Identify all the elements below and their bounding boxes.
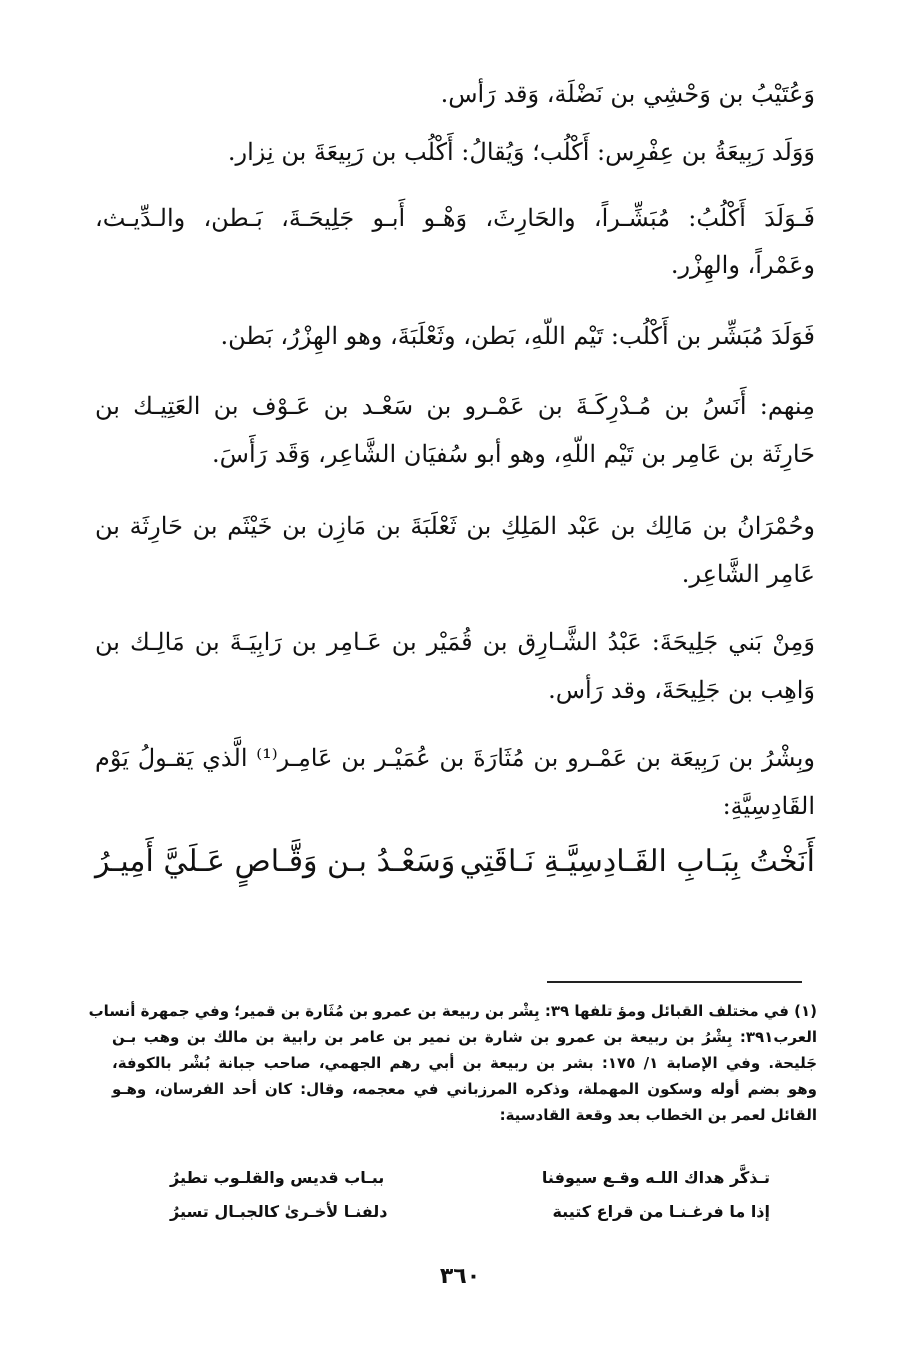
text-line: القَادِسِيَّةِ:: [722, 792, 815, 820]
poem-verse: [95, 838, 815, 886]
footnote-line: (١) في مختلف القبائل ومؤ تلفها ٣٩: بِشْر بن ربيعة بن عمرو بن مُثَارة بن قمير؛ وفي جمهرة أنساب: [88, 1002, 817, 1020]
verse-second-hemistich: ببـاب قديس والقلـوب تطيرُ: [170, 1168, 385, 1187]
page-number: ٣٦٠: [439, 1264, 481, 1289]
text-line: عَامِر الشَّاعِر.: [681, 560, 815, 588]
text-line: وَوَلَد رَبِيعَةُ بن عِفْرِس: أَكْلُب؛ وَيُقالُ: أَكْلُب بن رَبِيعَةَ بن نِزار.: [227, 138, 815, 166]
verse-second-hemistich: دلفنـا لأخـرىٰ كالجبـال تسيرُ: [170, 1202, 388, 1221]
footnote-verse: [170, 1164, 770, 1192]
text-line: وَمِنْ بَني جَلِيحَةَ: عَبْدُ الشَّـارِق بن قُمَيْر بن عَـامِر بن رَابِيَـةَ بن مَالِـك بن: [95, 628, 815, 656]
text-line: وبِشْرُ بن رَبِيعَة بن عَمْـرو بن مُثَارَةَ بن عُمَيْـر بن عَامِـر⁽¹⁾ الَّذي يَقـولُ يَوْم: [95, 744, 815, 772]
text-line: حَارِثَة بن عَامِر بن تَيْم اللّهِ، وهو أبو سُفيَان الشَّاعِر، وَقَد رَأَسَ.: [212, 440, 815, 468]
text-line: وَعُتَيْبُ بن وَحْشِي بن نَضْلَة، وَقد رَأس.: [440, 80, 815, 108]
verse-first-hemistich: أَنَخْتُ بِبَـابِ القَـادِسِيَّـةِ نَـاقَتِي: [459, 844, 815, 879]
text-line: وحُمْرَانُ بن مَالِك بن عَبْد المَلِكِ بن ثَعْلَبَةَ بن مَازِن بن خَيْثَم بن حَارِثَة بن: [95, 512, 815, 540]
verse-first-hemistich: إذا ما فرغـنـا من قراع كتيبة: [552, 1202, 770, 1221]
verse-second-hemistich: وَسَعْـدُ بـن وَقَّـاصٍ عَـلَيَّ أَمِيـرُ: [95, 844, 456, 879]
footnote-line: جَليحة. وفي الإصابة ١/ ١٧٥: بشر بن ربيعة بن أبي رهم الجهمي، صاحب جبانة بُشْر بالكوفة،: [112, 1054, 818, 1072]
text-line: مِنهم: أَنَسُ بن مُـدْرِكَـةَ بن عَمْـرو بن سَعْـد بن عَـوْف بن العَتِيـك بن: [95, 392, 815, 420]
footnote-line: القائل لعمر بن الخطاب بعد وقعة القادسية:: [499, 1106, 817, 1124]
text-line: وَاهِب بن جَلِيحَةَ، وقد رَأس.: [548, 676, 815, 704]
verse-first-hemistich: تـذكَّر هداك اللـه وقـع سيوفنا: [541, 1168, 770, 1187]
footnote-verse: [170, 1198, 770, 1226]
footnote-separator: [547, 981, 802, 983]
text-line: وعَمْراً، والهِزْر.: [670, 251, 815, 279]
text-line: فَـوَلَدَ أَكْلُبُ: مُبَشِّـراً، والحَارِثَ، وَهْـو أَبـو جَلِيحَـةَ، بَـطن، والـدِّيـث،: [95, 204, 815, 232]
footnote-line: العرب٣٩١: بِشْرُ بن ربيعة بن عمرو بن شارة بن نمير بن عامر بن رابية بن مالك بن وهب بـن: [112, 1028, 817, 1046]
footnote-line: وهو بضم أوله وسكون المهملة، وذكره المرزباني في معجمه، وقال: كان أحد الفرسان، وهـو: [112, 1080, 817, 1098]
text-line: فَوَلَدَ مُبَشِّر بن أَكْلُب: تَيْم اللّهِ، بَطن، وثَعْلَبَةَ، وهو الهِزْرُ، بَطن.: [220, 322, 815, 350]
